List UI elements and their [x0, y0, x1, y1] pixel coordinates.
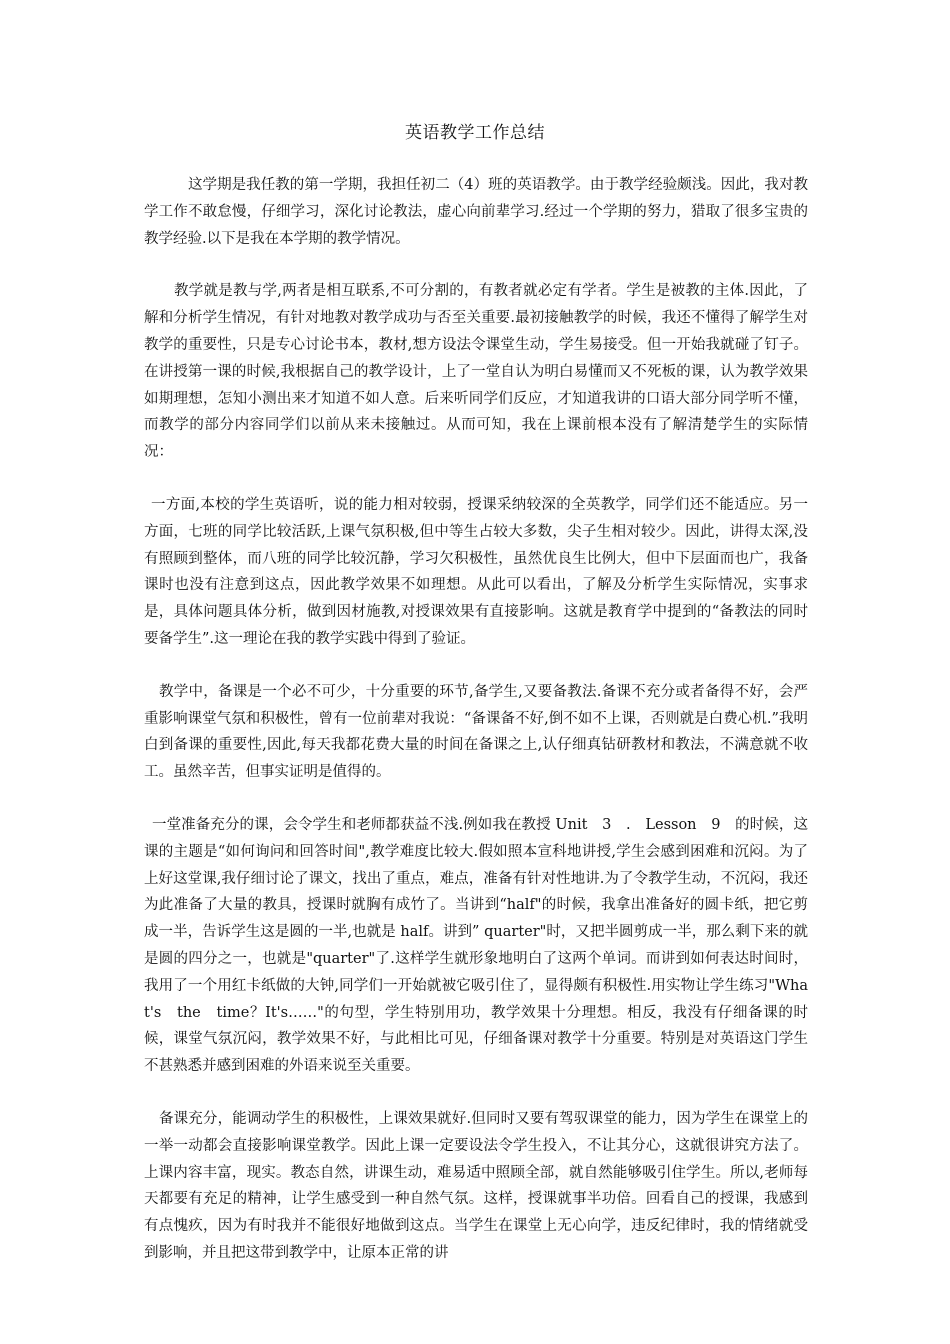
- paragraph-classroom-management: 备课充分，能调动学生的积极性，上课效果就好.但同时又要有驾驭课堂的能力，因为学生在课堂上的一举一动都会直接影响课堂教学。因此上课一定要设法令学生投入，不让其分心，这就很讲究方法了。上课内容丰富，现实。教态自然，讲课生动，难易适中照顾全部，就自然能够吸引住学生。所以,老师每天都要有充足的精神，让学生感受到一种自然气氛。这样，授课就事半功倍。回看自己的授课，我感到有点愧疚，因为有时我并不能很好地做到这点。当学生在课堂上无心向学，违反纪律时，我的情绪就受到影响，并且把这带到教学中，让原本正常的讲: [144, 1110, 808, 1261]
- paragraph-intro: 这学期是我任教的第一学期，我担任初二（4）班的英语教学。由于教学经验颇浅。因此，我对教学工作不敢怠慢，仔细学习，深化讨论教法，虚心向前辈学习.经过一个学期的努力，猎取了很多宝贵的教学经验.以下是我在本学期的教学情况。: [144, 177, 808, 247]
- paragraph-student-analysis: 一方面,本校的学生英语听，说的能力相对较弱，授课采纳较深的全英教学，同学们还不能适应。另一方面，七班的同学比较活跃,上课气氛积极,但中等生占较大多数，尖子生相对较少。因此，讲得太深,没有照顾到整体，而八班的同学比较沉静，学习欠积极性，虽然优良生比例大，但中下层面而也广，我备课时也没有注意到这点，因此教学效果不如理想。从此可以看出，了解及分析学生实际情况，实事求是，具体问题具体分析，做到因材施教,对授课效果有直接影响。这就是教育学中提到的“备教法的同时要备学生”.这一理论在我的教学实践中得到了验证。: [144, 496, 808, 647]
- paragraph-lesson-preparation: 教学中，备课是一个必不可少，十分重要的环节,备学生,又要备教法.备课不充分或者备得不好，会严重影响课堂气氛和积极性，曾有一位前辈对我说：“备课备不好,倒不如不上课，否则就是白费心机.”我明白到备课的重要性,因此,每天我都花费大量的时间在备课之上,认仔细真钻研教材和教法，不满意就不收工。虽然辛苦，但事实证明是值得的。: [144, 683, 808, 781]
- document-body: [144, 172, 808, 1267]
- document-title: 英语教学工作总结: [405, 123, 545, 143]
- paragraph-lesson-example: 一堂准备充分的课，会令学生和老师都获益不浅.例如我在教授 Unit 3 . Lesson 9 的时候，这课的主题是“如何询问和回答时间",教学难度比较大.假如照本宣科地讲授,学生会感到困难和沉闷。为了上好这堂课,我仔细讨论了课文，找出了重点，难点，准备有针对性地讲.为了令教学生动，不沉闷，我还为此准备了大量的教具，授课时就胸有成竹了。当讲到“half"的时候，我拿出准备好的圆卡纸，把它剪成一半，告诉学生这是圆的一半,也就是 half。讲到” quarter"时，又把半圆剪成一半，那么剩下来的就是圆的四分之一，也就是"quarter"了.这样学生就形象地明白了这两个单词。而讲到如何表达时间时，我用了一个用红卡纸做的大钟,同学们一开始就被它吸引住了，显得颇有积极性.用实物让学生练习"What's the time？It's……"的句型，学生特别用功，教学效果十分理想。相反，我没有仔细备课的时候，课堂气氛沉闷，教学效果不好，与此相比可见，仔细备课对教学十分重要。特别是对英语这门学生不甚熟悉并感到困难的外语来说至关重要。: [144, 816, 808, 1075]
- paragraph-teaching-and-learning: 教学就是教与学,两者是相互联系,不可分割的，有教者就必定有学者。学生是被教的主体.因此，了解和分析学生情况，有针对地教对教学成功与否至关重要.最初接触教学的时候，我还不懂得了解学生对教学的重要性，只是专心讨论书本，教材,想方设法令课堂生动，学生易接受。但一开始我就碰了钉子。在讲授第一课的时候,我根据自己的教学设计，上了一堂自认为明白易懂而又不死板的课，认为教学效果如期理想，怎知小测出来才知道不如人意。后来听同学们反应，才知道我讲的口语大部分同学听不懂，而教学的部分内容同学们以前从来未接触过。从而可知，我在上课前根本没有了解清楚学生的实际情况：: [144, 283, 808, 461]
